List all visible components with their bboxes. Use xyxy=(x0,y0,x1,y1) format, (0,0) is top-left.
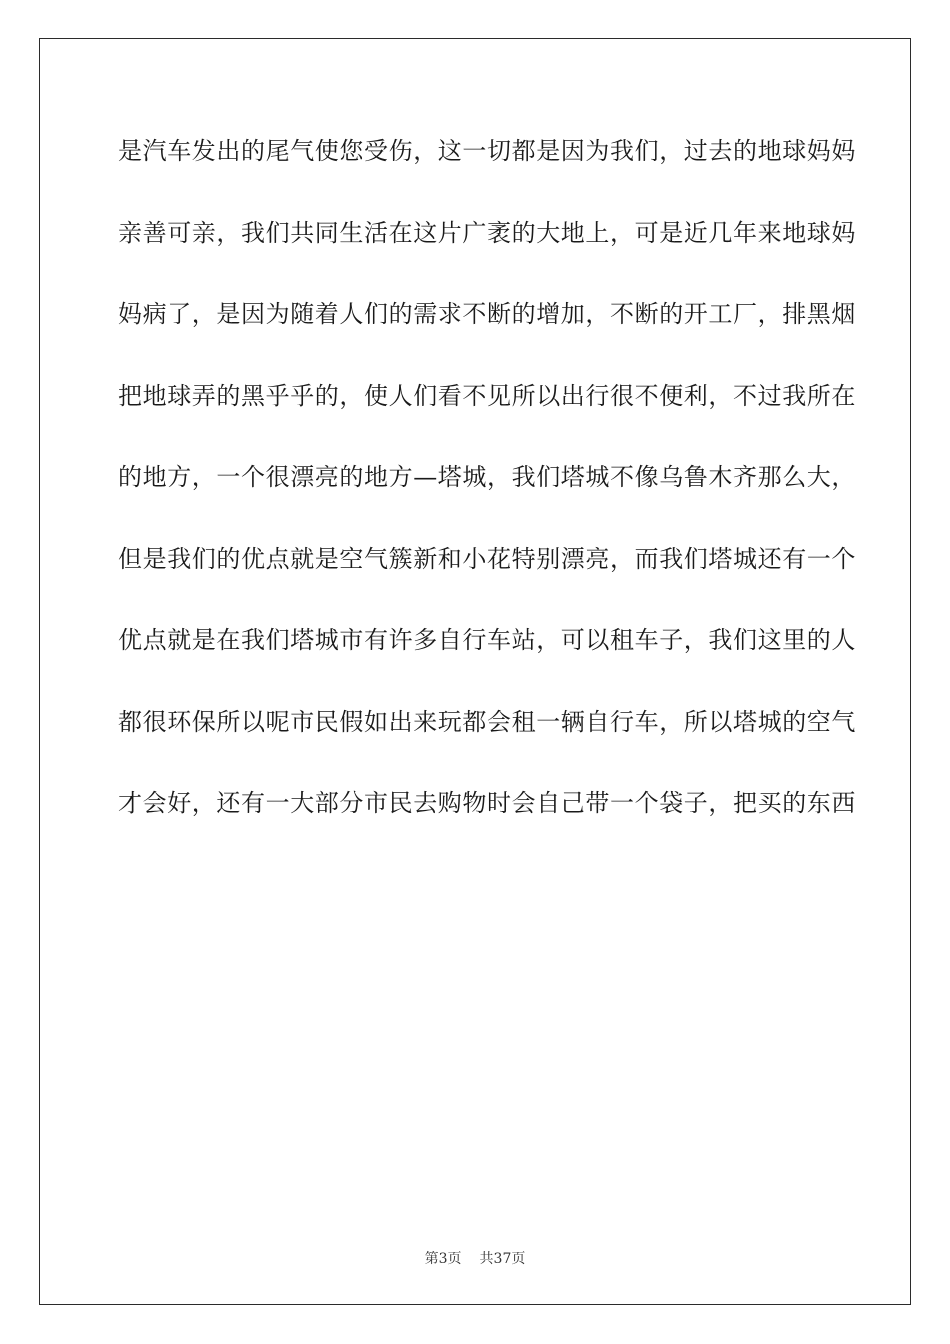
text-line: 的地方，一个很漂亮的地方—塔城，我们塔城不像乌鲁木齐那么大， xyxy=(118,463,856,491)
text-line: 都很环保所以呢市民假如出来玩都会租一辆自行车，所以塔城的空气 xyxy=(118,707,856,736)
page-total: 共37页 xyxy=(479,1251,526,1267)
text-line: 妈病了，是因为随着人们的需求不断的增加，不断的开工厂，排黑烟 xyxy=(118,300,856,328)
text-line: 才会好，还有一大部分市民去购物时会自己带一个袋子，把买的东西 xyxy=(118,789,856,817)
page-footer xyxy=(0,1248,950,1268)
text-line: 优点就是在我们塔城市有许多自行车站，可以租车子，我们这里的人 xyxy=(118,626,856,654)
page-number: 第3页 xyxy=(424,1251,462,1267)
text-line: 但是我们的优点就是空气簇新和小花特别漂亮，而我们塔城还有一个 xyxy=(118,544,856,573)
body-text xyxy=(118,124,856,858)
text-line: 是汽车发出的尾气使您受伤，这一切都是因为我们，过去的地球妈妈 xyxy=(118,137,856,165)
text-line: 把地球弄的黑乎乎的，使人们看不见所以出行很不便利，不过我所在 xyxy=(118,381,856,410)
text-line: 亲善可亲，我们共同生活在这片广袤的大地上，可是近几年来地球妈 xyxy=(118,218,856,247)
